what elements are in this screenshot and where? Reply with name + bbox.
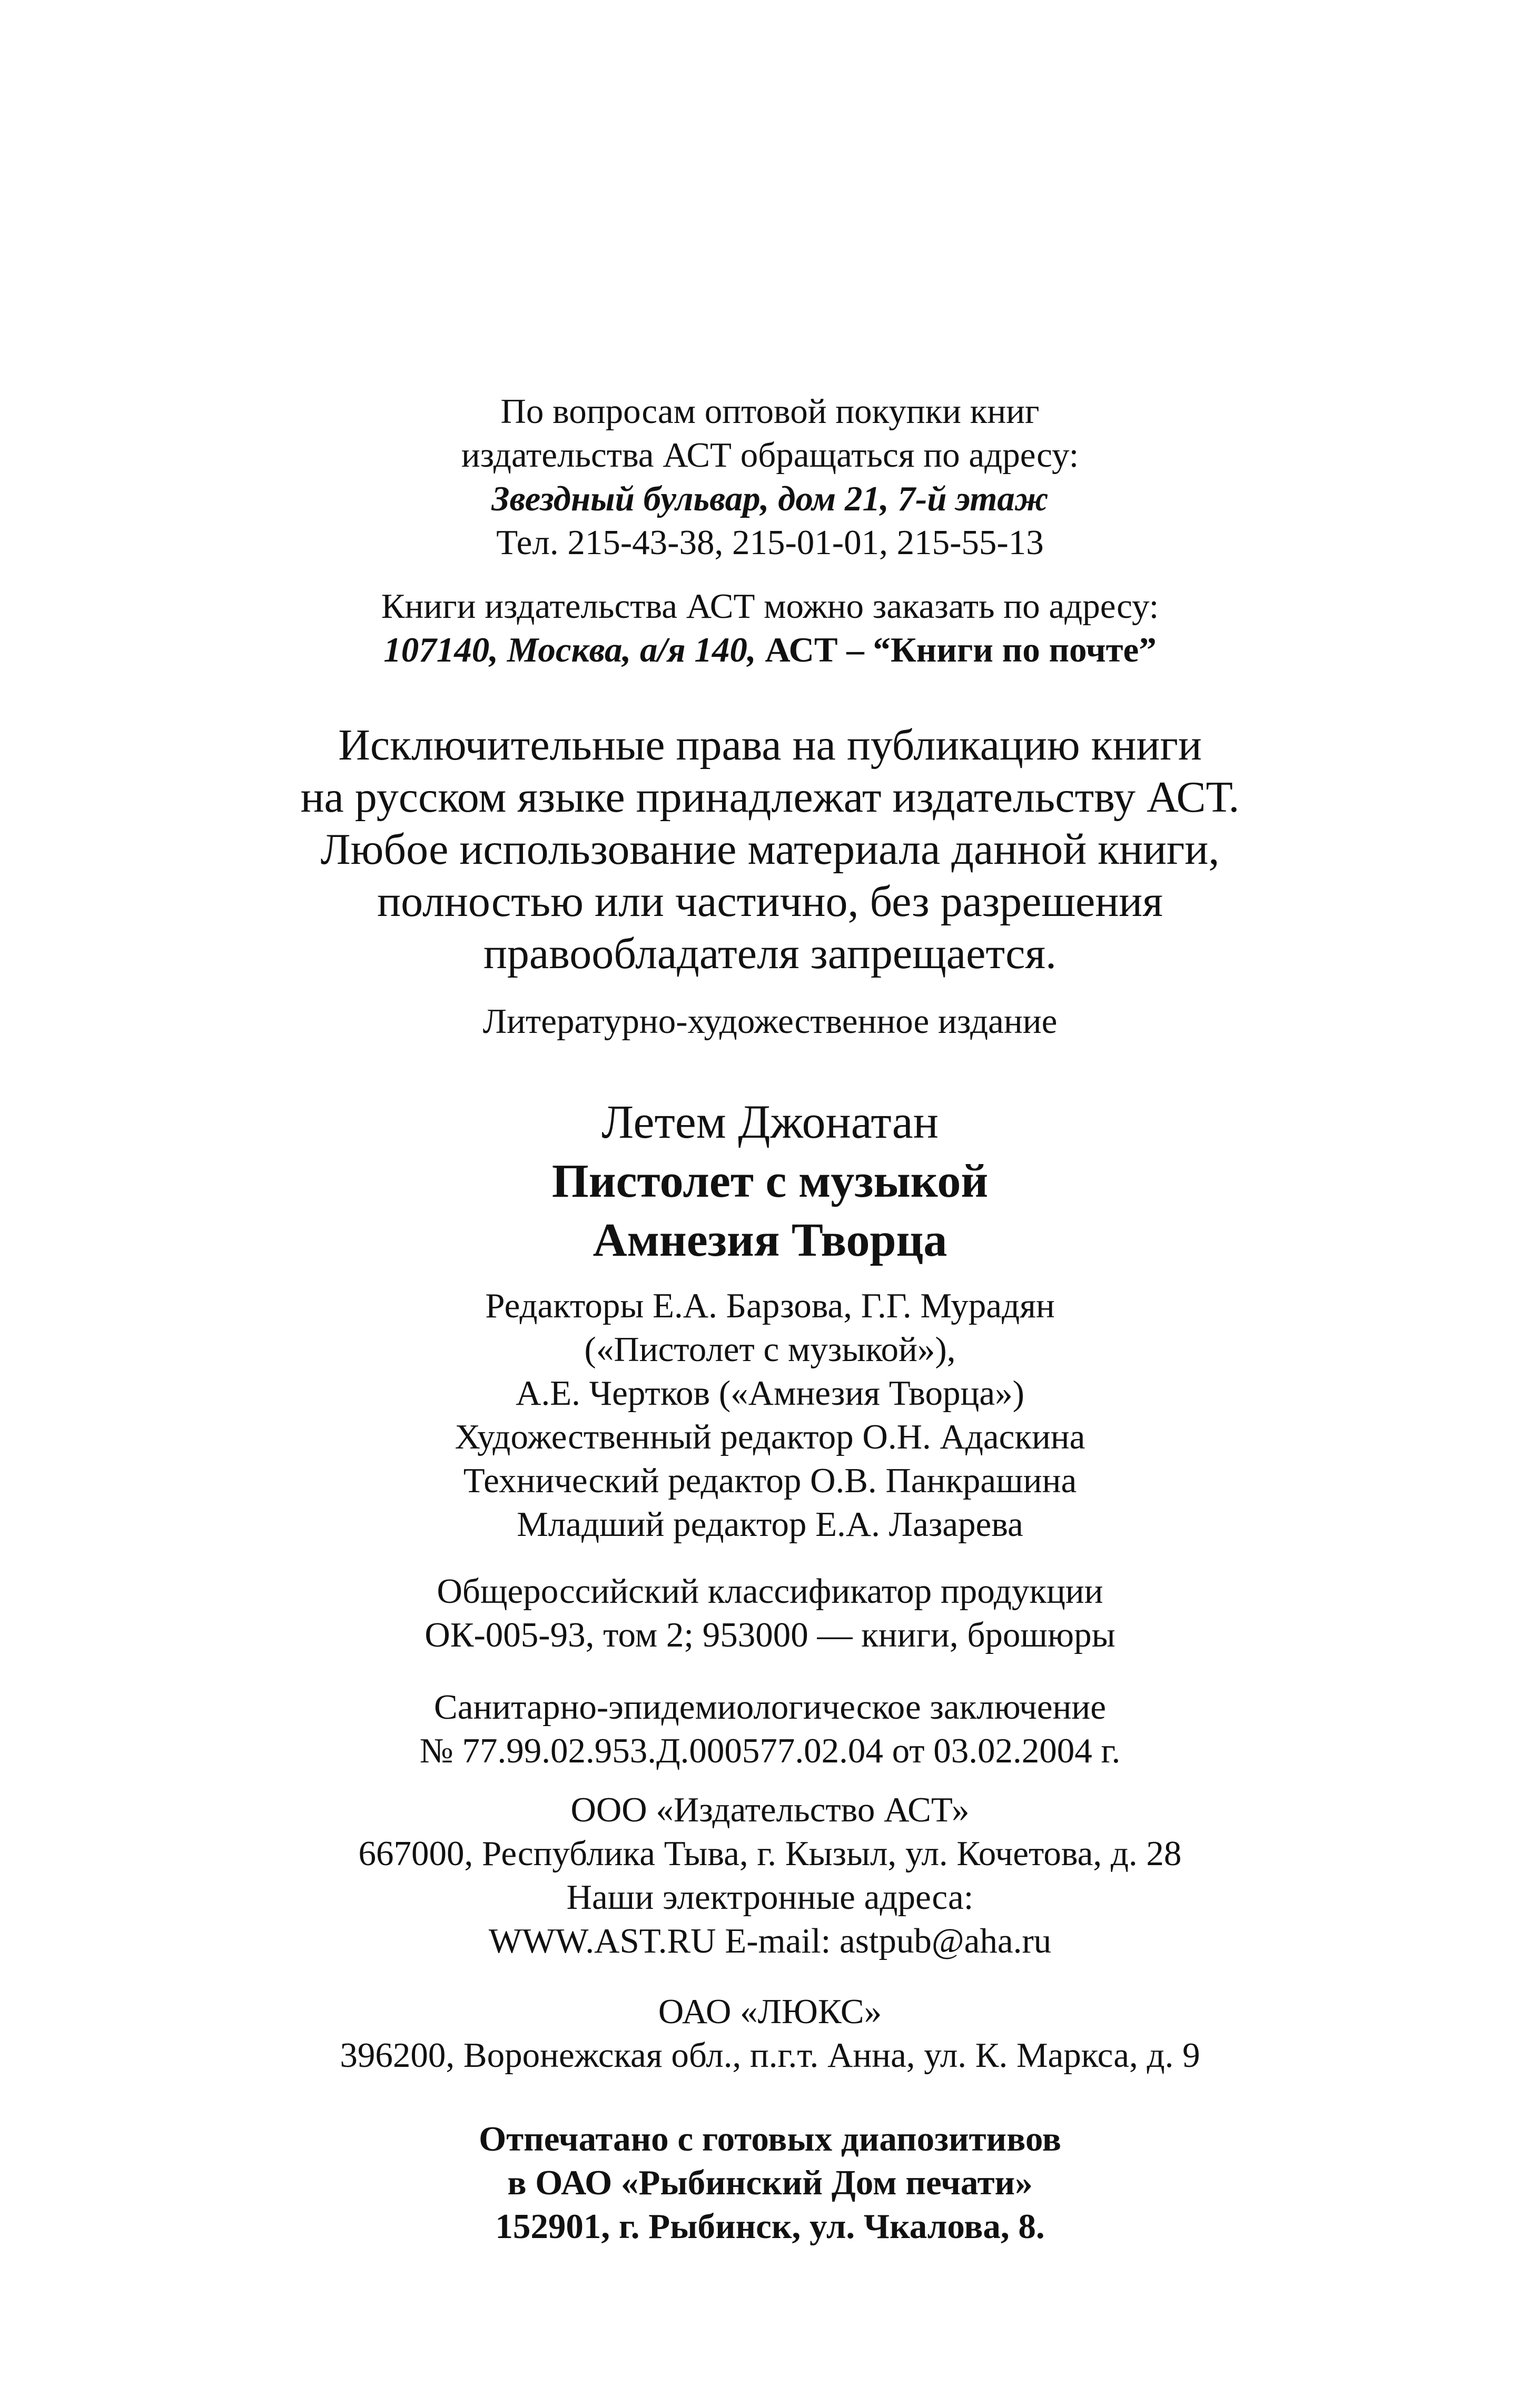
credit-line: Художественный редактор О.Н. Адаскина xyxy=(455,1417,1085,1456)
credit-line: Технический редактор О.В. Панкрашина xyxy=(463,1461,1077,1500)
liox-line: 396200, Воронежская обл., п.г.т. Анна, ул. К. Маркса, д. 9 xyxy=(340,2036,1200,2075)
book-title-1: Пистолет с музыкой xyxy=(551,1155,989,1207)
credit-line: Младший редактор Е.А. Лазарева xyxy=(517,1505,1023,1544)
credits-block xyxy=(0,1284,1540,1546)
printer-line: 152901, г. Рыбинск, ул. Чкалова, 8. xyxy=(495,2207,1045,2246)
printer-line: Отпечатано с готовых диапозитивов xyxy=(479,2120,1061,2159)
printer-line: в ОАО «Рыбинский Дом печати» xyxy=(507,2163,1033,2202)
credit-line: Редакторы Е.А. Барзова, Г.Г. Мурадян xyxy=(485,1286,1055,1325)
edition-type xyxy=(0,1000,1540,1043)
copyright-line: Любое использование материала данной книги, xyxy=(320,825,1220,874)
liox-line: ОАО «ЛЮКС» xyxy=(658,1992,882,2031)
copyright-line: полностью или частично, без разрешения xyxy=(377,877,1163,926)
mail-order-address-rest: АСТ – “Книги по почте” xyxy=(756,630,1157,669)
book-author: Летем Джонатан xyxy=(601,1096,939,1148)
sanitary-block xyxy=(0,1686,1540,1773)
mail-order-address-italic: 107140, Москва, а/я 140, xyxy=(383,630,756,669)
publisher-line: 667000, Республика Тыва, г. Кызыл, ул. Кочетова, д. 28 xyxy=(358,1834,1182,1873)
wholesale-block xyxy=(0,390,1540,565)
wholesale-line-1: По вопросам оптовой покупки книг xyxy=(500,392,1040,431)
credit-line: А.Е. Чертков («Амнезия Творца») xyxy=(516,1374,1024,1413)
book-title-block xyxy=(0,1093,1540,1270)
classifier-block xyxy=(0,1570,1540,1657)
credit-line: («Пистолет с музыкой»), xyxy=(584,1330,956,1369)
copyright-block xyxy=(0,719,1540,980)
copyright-line: на русском языке принадлежат издательству АСТ. xyxy=(300,773,1240,822)
sanitary-line: № 77.99.02.953.Д.000577.02.04 от 03.02.2004 г. xyxy=(419,1731,1121,1770)
wholesale-address: Звездный бульвар, дом 21, 7-й этаж xyxy=(491,479,1049,518)
liox-block xyxy=(0,1990,1540,2077)
copyright-line: Исключительные права на публикацию книги xyxy=(338,721,1202,770)
mail-order-address xyxy=(0,628,1540,672)
publisher-line: WWW.AST.RU E-mail: astpub@aha.ru xyxy=(488,1921,1052,1960)
mail-order-block xyxy=(0,585,1540,672)
book-title-2: Амнезия Творца xyxy=(593,1214,947,1266)
publisher-block xyxy=(0,1788,1540,1963)
classifier-line: ОК-005-93, том 2; 953000 — книги, брошюры xyxy=(425,1615,1115,1654)
classifier-line: Общероссийский классификатор продукции xyxy=(437,1572,1103,1611)
printer-block xyxy=(0,2117,1540,2249)
publisher-line: ООО «Издательство АСТ» xyxy=(570,1790,970,1829)
mail-order-line-1: Книги издательства АСТ можно заказать по адресу: xyxy=(381,587,1159,626)
publisher-line: Наши электронные адреса: xyxy=(566,1878,974,1917)
sanitary-line: Санитарно-эпидемиологическое заключение xyxy=(434,1688,1106,1727)
wholesale-line-2: издательства АСТ обращаться по адресу: xyxy=(461,436,1079,475)
edition-type-text: Литературно-художественное издание xyxy=(482,1002,1058,1041)
wholesale-phone: Тел. 215-43-38, 215-01-01, 215-55-13 xyxy=(496,523,1044,562)
copyright-line: правообладателя запрещается. xyxy=(483,929,1057,978)
